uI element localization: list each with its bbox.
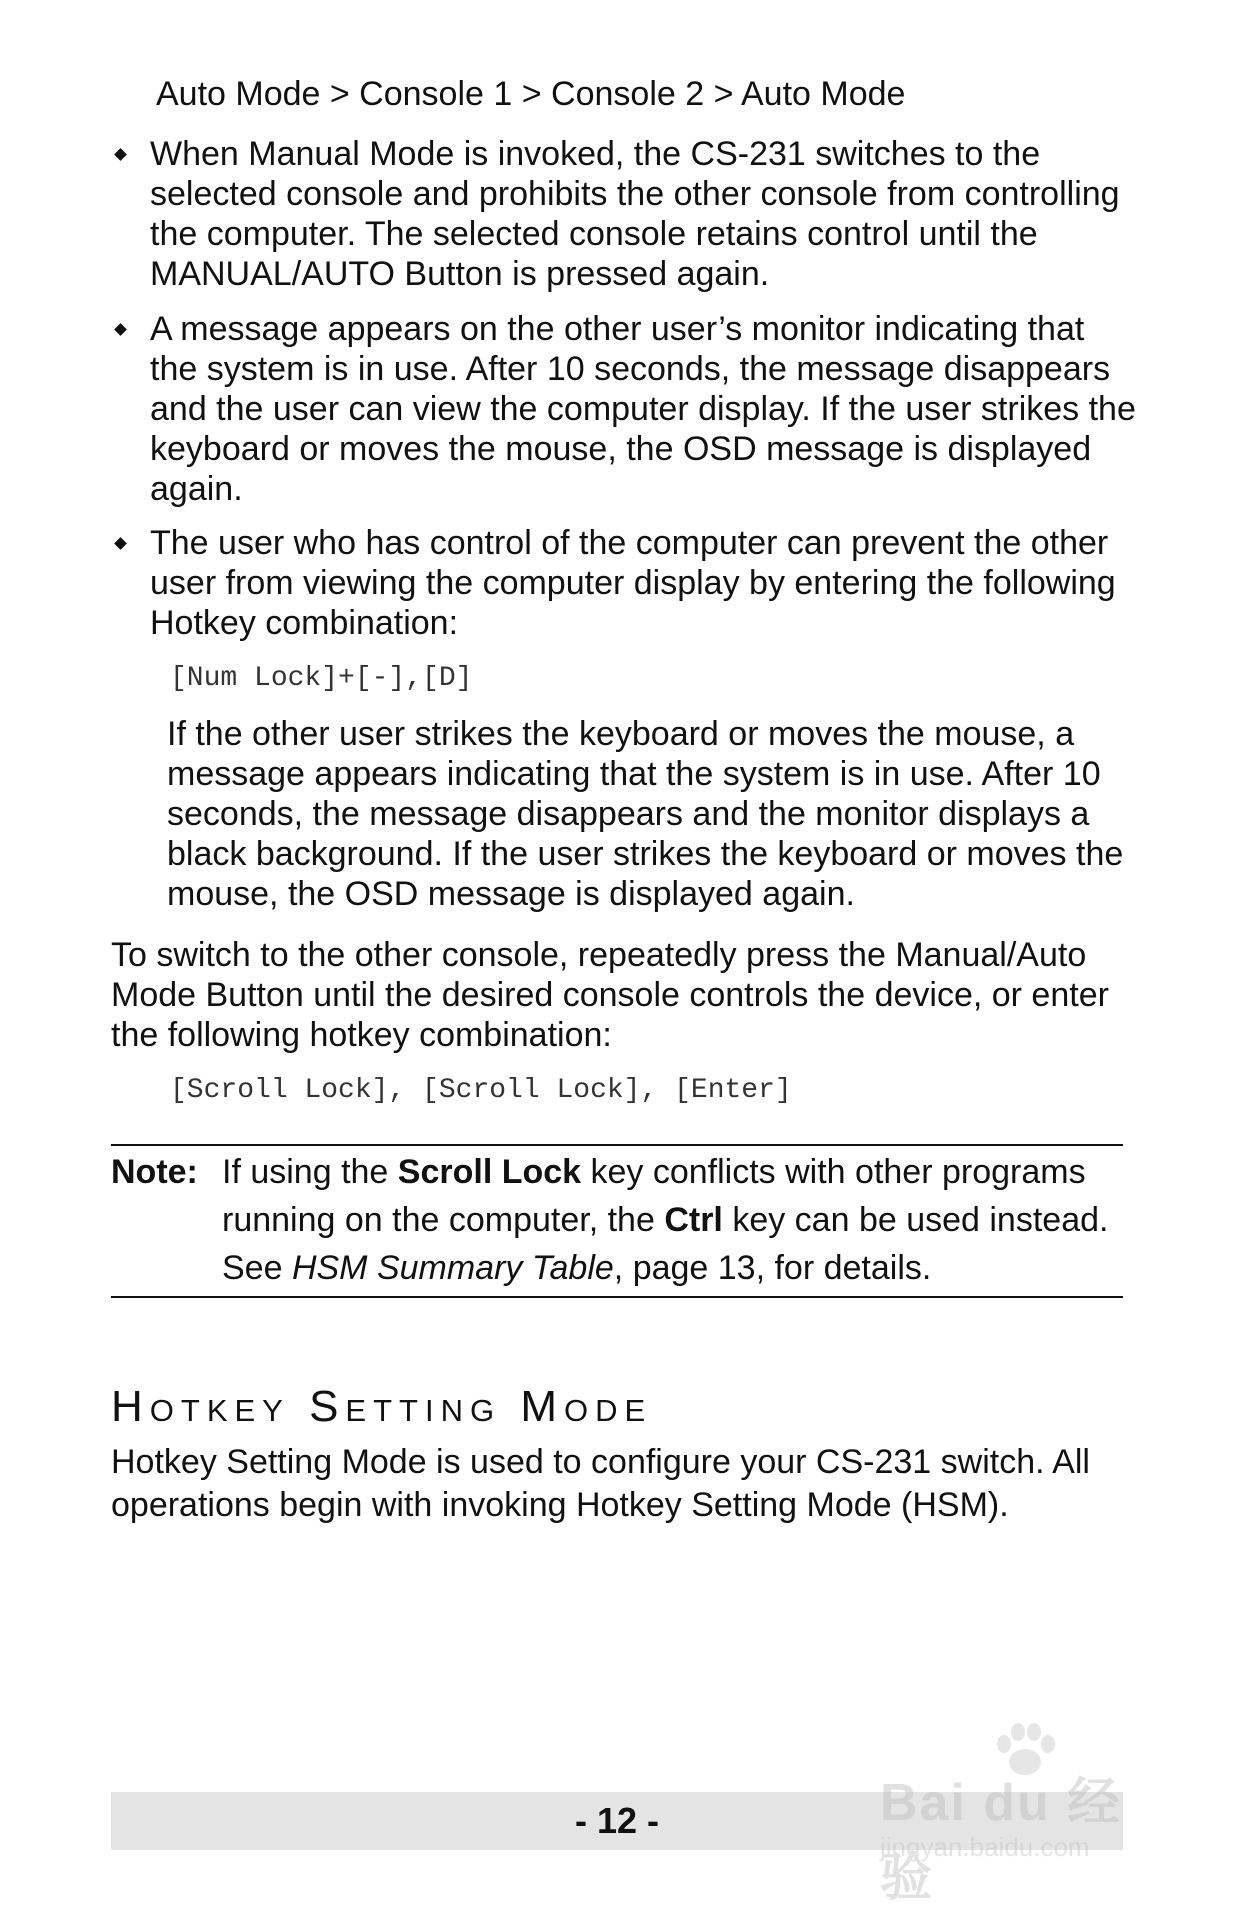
watermark-logo: Bai du 经验 [880, 1774, 1122, 1907]
note-link-hsm-table: HSM Summary Table [291, 1249, 614, 1287]
bullet-prevent-view: The user who has control of the computer can prevent the other user from viewing the computer display by entering the following Hotkey combination: [150, 524, 1116, 642]
hotkey-followup: If the other user strikes the keyboard or moves the mouse, a message appears indicating that the system is in use. After 10 seconds, the message disappears and the monitor displays a black background. If the user strikes the keyboard or moves the mouse, the OSD message is displayed again. [167, 715, 1124, 913]
hotkey-num-lock: [Num Lock]+[-],[D] [170, 663, 473, 694]
note-bottom-rule [111, 1296, 1123, 1298]
bullet-diamond-icon [114, 148, 127, 161]
page-number: - 12 - [574, 1800, 660, 1841]
bullet-message: A message appears on the other user’s monitor indicating that the system is in use. After 10 seconds, the message disappears and the user can view the computer display. If the user strikes the keyboard or moves the mouse, the OSD message is displayed again. [150, 310, 1136, 508]
watermark-url: jingyan.baidu.com [880, 1832, 1090, 1862]
note-label: Note: [111, 1153, 198, 1191]
section-heading: Hotkey Setting Mode [111, 1382, 653, 1431]
bullet-diamond-icon [114, 537, 127, 550]
note-bold-ctrl: Ctrl [664, 1201, 723, 1239]
bullet-manual-mode: When Manual Mode is invoked, the CS-231 switches to the selected console and prohibits the other console from controlling the computer. The selected console retains control until the MANUAL/AUTO Button is pressed again. [150, 135, 1120, 293]
baidu-watermark [870, 1720, 1170, 1907]
note-bold-scroll-lock: Scroll Lock [397, 1153, 582, 1191]
mode-sequence: Auto Mode > Console 1 > Console 2 > Auto Mode [156, 75, 906, 113]
switch-paragraph: To switch to the other console, repeatedly press the Manual/Auto Mode Button until the desired console controls the device, or enter the following hotkey combination: [111, 936, 1109, 1054]
bullet-diamond-icon [114, 323, 127, 336]
note-text: If using the Scroll Lock key conflicts with other programs running on the computer, the Ctrl key can be used instead. See HSM Summary Table, page 13, for details. [222, 1153, 1109, 1287]
note-top-rule [111, 1144, 1123, 1146]
hotkey-scroll-lock: [Scroll Lock], [Scroll Lock], [Enter] [170, 1075, 792, 1106]
section-paragraph: Hotkey Setting Mode is used to configure your CS-231 switch. All operations begin with invoking Hotkey Setting Mode (HSM). [111, 1443, 1090, 1524]
